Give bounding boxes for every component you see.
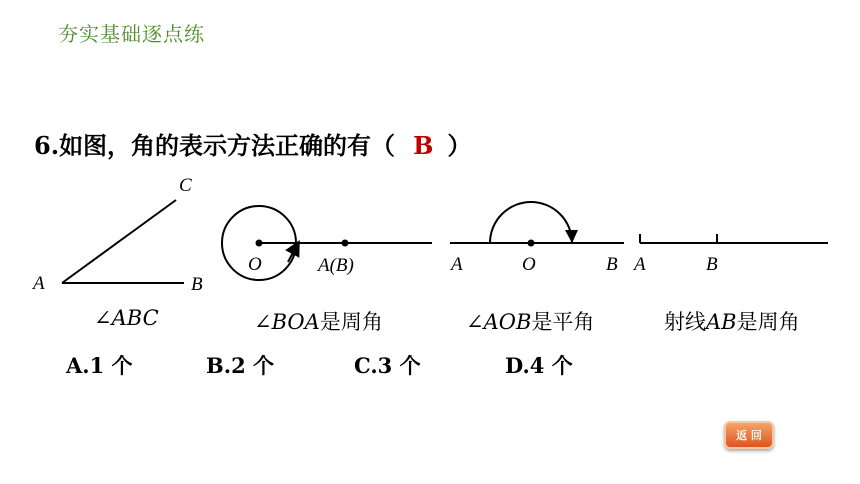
question-number: 6. [34,131,60,160]
figures-diagram [0,165,860,305]
point-o [256,240,263,247]
figure-full-angle [222,206,432,280]
label-c: C [179,175,192,196]
label-a: A [634,254,646,275]
angle-symbol: ∠ [94,306,112,330]
point-ab [342,240,349,247]
label-ab: A(B) [318,255,354,276]
caption-suffix: 是周角 [319,310,383,334]
label-o: O [248,254,262,275]
label-b: B [606,254,618,275]
angle-name: BOA [271,310,320,334]
caption-3 [466,306,594,336]
caption-suffix: 是平角 [531,310,595,334]
figure-straight-angle [449,202,624,275]
ray-name: AB [706,310,737,334]
half-turn-arrowhead [565,230,578,243]
angle-symbol: ∠ [254,310,272,334]
label-b: B [191,274,203,295]
angle-name: ABC [111,306,159,330]
caption-2 [254,306,383,336]
caption-4 [664,306,800,336]
point-o [528,240,535,247]
section-title: 夯实基础逐点练 [58,22,205,46]
caption-1 [94,306,159,330]
question-close-paren: ） [447,131,472,160]
figure-ray-ab [632,234,828,275]
question-text: 如图，角的表示方法正确的有（ [59,131,396,160]
label-a: A [33,273,45,294]
ray-ac [62,200,176,283]
label-b: B [706,254,718,275]
angle-symbol: ∠ [466,310,484,334]
option-b[interactable]: B.2 个 [206,353,274,378]
half-turn-arc [490,202,572,243]
label-o: O [522,254,536,275]
caption-suffix: 是周角 [736,310,800,334]
back-button[interactable]: 返 回 [724,421,774,449]
option-d[interactable]: D.4 个 [505,353,573,378]
angle-name: AOB [483,310,532,334]
option-c[interactable]: C.3 个 [354,353,421,378]
caption-prefix: 射线 [664,310,706,334]
answer-letter: B [413,131,434,160]
label-a: A [451,254,463,275]
question-stem [34,126,471,161]
figure-angle-abc [31,175,203,295]
option-a[interactable]: A.1 个 [66,353,133,378]
